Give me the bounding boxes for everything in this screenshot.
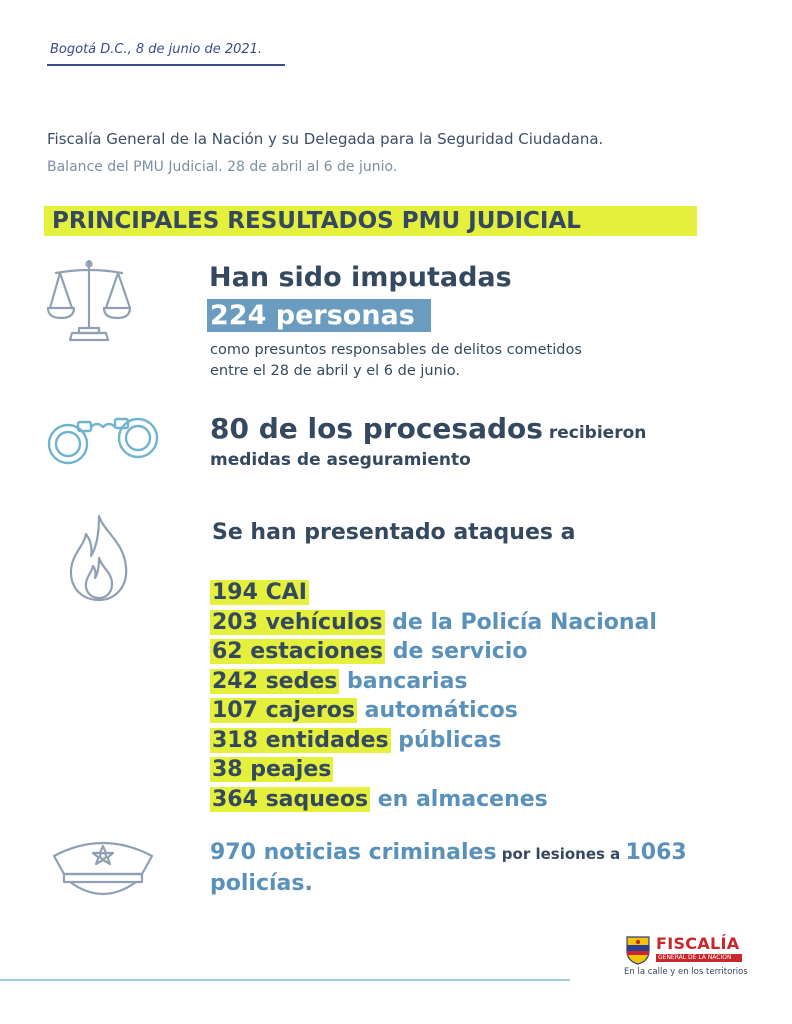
ataque-highlight: 194 CAI bbox=[212, 580, 307, 605]
imputadas-desc-1: como presuntos responsables de delitos cometidos bbox=[210, 342, 582, 358]
bottom-divider bbox=[0, 979, 570, 981]
ataque-rest: bancarias bbox=[339, 668, 468, 694]
ataque-highlight: 242 sedes bbox=[212, 668, 338, 694]
logo-name: FISCALÍA bbox=[656, 934, 740, 953]
fire-icon bbox=[66, 512, 132, 604]
policias-count: 1063 bbox=[625, 840, 687, 865]
ataques-list bbox=[210, 578, 657, 814]
ataques-heading: Se han presentado ataques a bbox=[212, 520, 576, 545]
ataque-rest: automáticos bbox=[357, 698, 518, 723]
coat-of-arms-icon bbox=[624, 935, 652, 969]
fiscalia-logo bbox=[624, 933, 754, 981]
aseguramiento-count: 80 de los procesados bbox=[210, 412, 543, 445]
ataque-highlight: 62 estaciones bbox=[212, 639, 384, 664]
police-cap-icon bbox=[50, 836, 156, 902]
ataque-highlight: 318 entidades bbox=[212, 727, 389, 753]
ataque-rest: de la Policía Nacional bbox=[384, 609, 657, 635]
noticias-connector: por lesiones a bbox=[496, 845, 626, 863]
ataque-highlight: 203 vehículos bbox=[212, 609, 383, 635]
ataque-highlight: 107 cajeros bbox=[212, 698, 355, 723]
main-title: PRINCIPALES RESULTADOS PMU JUDICIAL bbox=[52, 208, 581, 234]
date-line: Bogotá D.C., 8 de junio de 2021. bbox=[50, 42, 263, 57]
intro-line-2: Balance del PMU Judicial. 28 de abril al 6 de junio. bbox=[47, 159, 398, 175]
aseguramiento-line-1 bbox=[210, 412, 646, 445]
ataque-rest: en almacenes bbox=[370, 786, 548, 812]
list-item bbox=[210, 755, 657, 785]
date-underline bbox=[47, 64, 285, 66]
imputadas-desc-2: entre el 28 de abril y el 6 de junio. bbox=[210, 363, 461, 379]
list-item bbox=[210, 696, 657, 726]
aseguramiento-line-2: medidas de aseguramiento bbox=[210, 450, 471, 470]
list-item bbox=[210, 785, 657, 815]
imputadas-heading: Han sido imputadas bbox=[209, 262, 512, 293]
aseguramiento-verb: recibieron bbox=[542, 423, 647, 443]
ataque-highlight: 364 saqueos bbox=[212, 786, 369, 812]
list-item bbox=[210, 667, 657, 697]
intro-line-1: Fiscalía General de la Nación y su Delegada para la Seguridad Ciudadana. bbox=[47, 130, 604, 148]
ataque-rest: públicas bbox=[390, 727, 502, 753]
noticias-line-2: policías. bbox=[210, 871, 313, 896]
imputadas-count: 224 personas bbox=[210, 300, 415, 331]
ataque-rest: de servicio bbox=[385, 639, 528, 664]
ataque-highlight: 38 peajes bbox=[212, 757, 332, 782]
list-item bbox=[210, 608, 657, 638]
list-item bbox=[210, 578, 657, 608]
noticias-count: 970 noticias criminales bbox=[210, 840, 497, 865]
handcuffs-icon bbox=[44, 410, 162, 472]
scales-of-justice-icon bbox=[46, 258, 132, 344]
list-item bbox=[210, 637, 657, 667]
logo-tagline: En la calle y en los territorios bbox=[624, 967, 748, 977]
logo-subtitle: GENERAL DE LA NACIÓN bbox=[658, 954, 732, 961]
list-item bbox=[210, 726, 657, 756]
noticias-line-1 bbox=[210, 840, 687, 865]
